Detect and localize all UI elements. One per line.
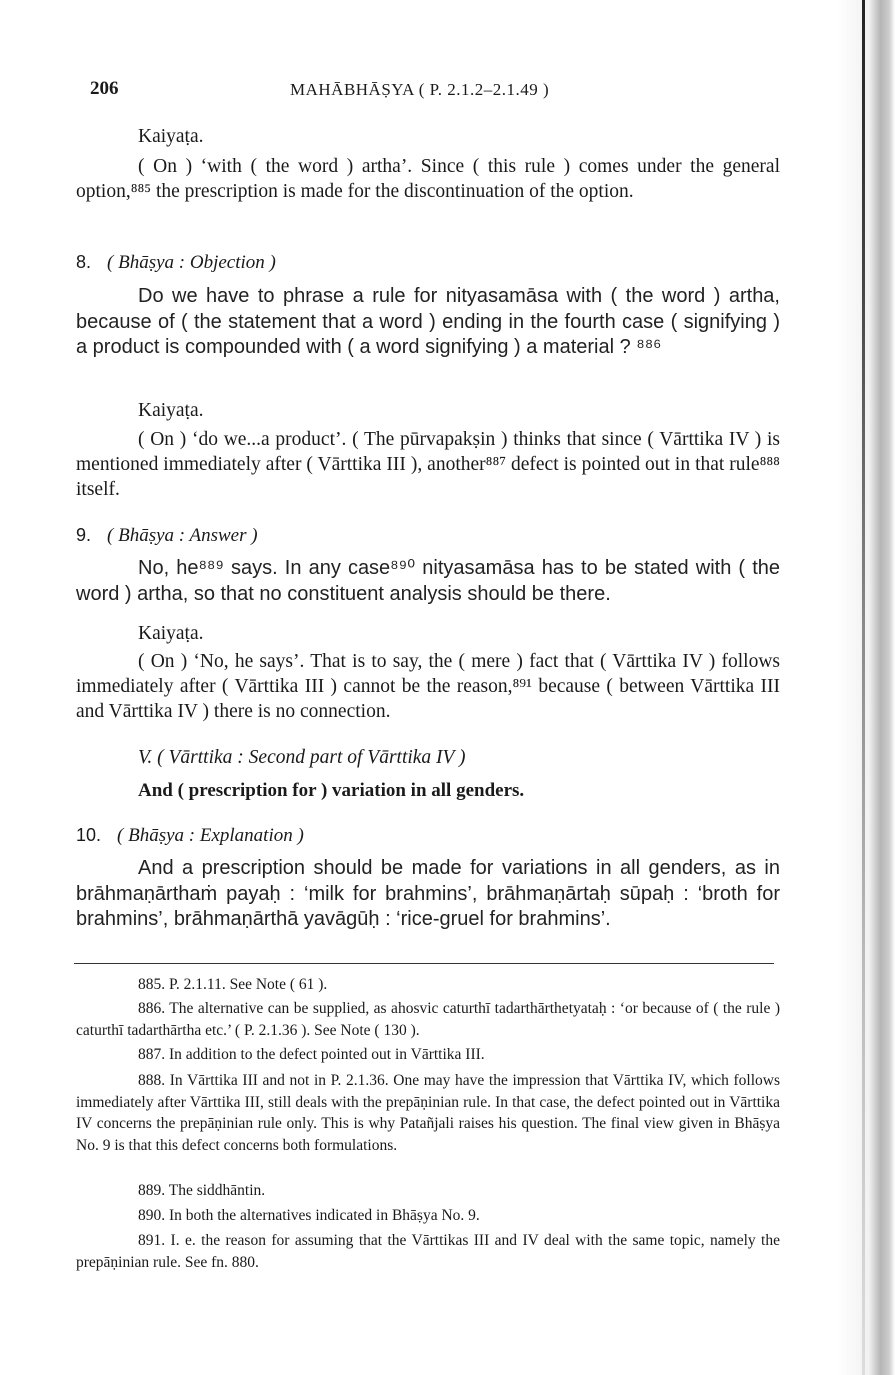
- kaiyata-label-3: Kaiyaṭa.: [138, 623, 204, 644]
- footnote-885: 885. P. 2.1.11. See Note ( 61 ).: [138, 976, 328, 993]
- kaiyata-label-2: Kaiyaṭa.: [138, 400, 204, 421]
- section-8-title: ( Bhāṣya : Objection ): [107, 252, 276, 273]
- page-header: [90, 78, 790, 104]
- section-8-number: 8.: [76, 252, 92, 272]
- footnote-890: 890. In both the alternatives indicated in Bhāṣya No. 9.: [138, 1207, 480, 1224]
- section-10-title: ( Bhāṣya : Explanation ): [117, 825, 304, 846]
- section-8-body: Do we have to phrase a rule for nityasamāsa with ( the word ) artha, because of ( the statement that a word ) ending in the fourth case ( signifying ) a product is compounded with ( a word signifying ) a material ? ⁸⁸⁶: [76, 285, 780, 358]
- footnote-886: 886. The alternative can be supplied, as ahosvic caturthī tadarthārthetyataḥ : ‘or because of ( the rule ) caturthī tadarthārtha etc.’ ( P. 2.1.36 ). See Note ( 130 ).: [76, 1000, 780, 1039]
- kaiyata-text-2: ( On ) ‘do we...a product’. ( The pūrvapakṣin ) thinks that since ( Vārttika IV ) is mentioned immediately after ( Vārttika III ), another⁸⁸⁷ defect is pointed out in that rule⁸⁸⁸ itself.: [76, 429, 780, 500]
- section-10-heading: [76, 825, 780, 847]
- varttika-5-text: And ( prescription for ) variation in all genders.: [138, 780, 525, 801]
- section-9-body: No, he⁸⁸⁹ says. In any case⁸⁹⁰ nityasamāsa has to be stated with ( the word ) artha, so that no constituent analysis should be there.: [76, 557, 780, 605]
- footnote-888: 888. In Vārttika III and not in P. 2.1.36. One may have the impression that Vārttika IV, which follows immediately after Vārttika III, still deals with the prepāṇinian rule. In that case, the defect pointed out in Vārttika IV concerns the prepāṇinian rule only. This is why Patañjali raises his question. The final view given in Bhāṣya No. 9 is that this defect concerns both formulations.: [76, 1072, 780, 1154]
- kaiyata-text-3: ( On ) ‘No, he says’. That is to say, the ( mere ) fact that ( Vārttika IV ) follows immediately after ( Vārttika III ) cannot be the reason,⁸⁹¹ because ( between Vārttika III and Vārttika IV ) there is no connection.: [76, 651, 780, 722]
- section-9-heading: [76, 525, 780, 547]
- section-10-number: 10.: [76, 825, 102, 845]
- section-9-title: ( Bhāṣya : Answer ): [107, 525, 258, 546]
- section-9-number: 9.: [76, 525, 92, 545]
- running-head: MAHĀBHĀṢYA ( P. 2.1.2–2.1.49 ): [290, 80, 550, 99]
- section-8-heading: [76, 252, 780, 274]
- footnote-891: 891. I. e. the reason for assuming that the Vārttikas III and IV deal with the same topic, namely the prepāṇinian rule. See fn. 880.: [76, 1232, 780, 1271]
- footnote-889: 889. The siddhāntin.: [138, 1182, 266, 1199]
- footnote-887: 887. In addition to the defect pointed out in Vārttika III.: [138, 1046, 485, 1063]
- varttika-5-heading: V. ( Vārttika : Second part of Vārttika IV ): [138, 747, 466, 768]
- footnote-rule: [74, 963, 774, 964]
- section-10-body: And a prescription should be made for variations in all genders, as in brāhmaṇārthaṁ payaḥ : ‘milk for brahmins’, brāhmaṇārtaḥ sūpaḥ : ‘broth for brahmins’, brāhmaṇārthā yavāgūḥ : ‘rice-gruel for brahmins’.: [76, 857, 780, 930]
- kaiyata-text-1: ( On ) ‘with ( the word ) artha’. Since ( this rule ) comes under the general option,⁸⁸⁵ the prescription is made for the discontinuation of the option.: [76, 156, 780, 202]
- page-number: 206: [90, 78, 119, 99]
- kaiyata-label-1: Kaiyaṭa.: [138, 126, 204, 147]
